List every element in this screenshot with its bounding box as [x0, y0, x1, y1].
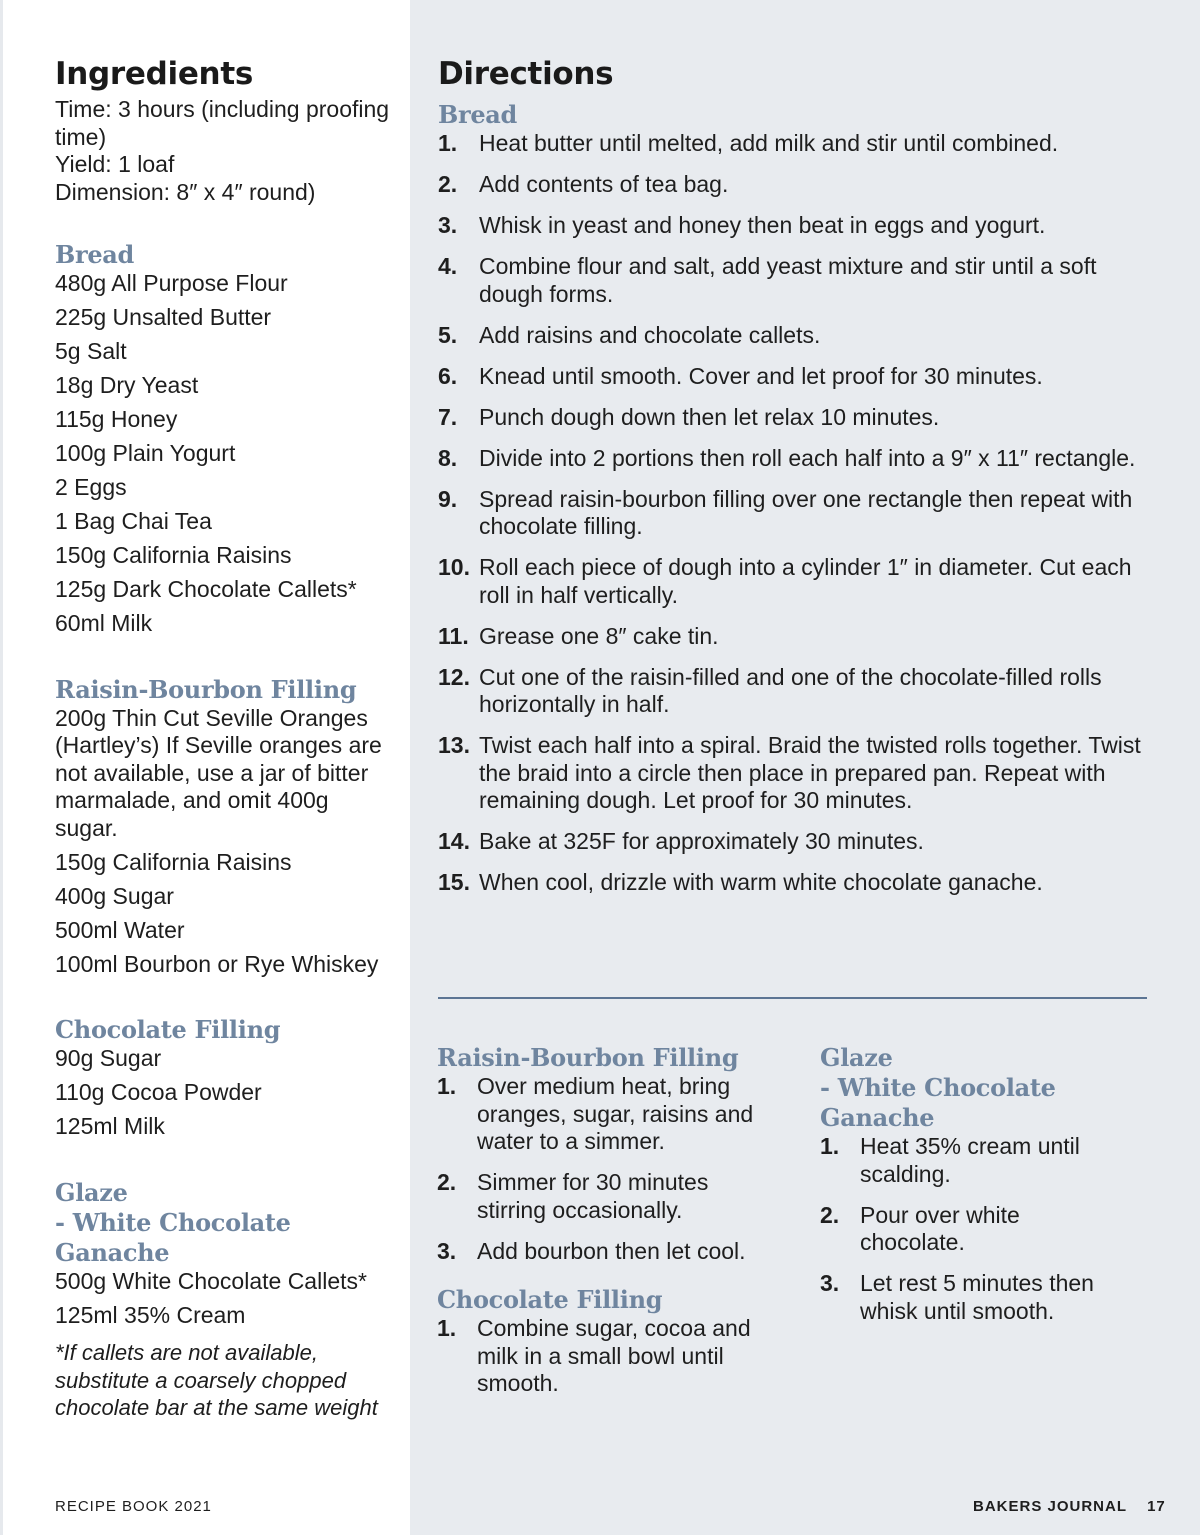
step-number: 7. — [438, 403, 458, 430]
step-text: Add contents of tea bag. — [479, 171, 729, 197]
step-number: 3. — [438, 212, 458, 238]
bread-directions-list — [438, 130, 1150, 897]
list-item: 18g Dry Yeast — [55, 372, 199, 398]
step-number: 5. — [438, 321, 458, 348]
glaze-directions-column — [820, 1043, 1160, 1339]
list-item: 125ml 35% Cream — [55, 1301, 246, 1328]
step-text: Punch dough down then let relax 10 minutes. — [479, 403, 940, 430]
list-item: 100g Plain Yogurt — [55, 440, 236, 466]
list-item — [438, 664, 1150, 719]
chocolate-ingredients-heading: Chocolate Filling — [55, 1015, 281, 1044]
chocolate-directions-heading: Chocolate Filling — [437, 1285, 663, 1314]
step-text: Spread raisin-bourbon filling over one rectangle then repeat with chocolate filling. — [479, 485, 1133, 539]
list-item: 60ml Milk — [55, 610, 153, 636]
list-item: 150g California Raisins — [55, 542, 292, 568]
step-text: Whisk in yeast and honey then beat in eggs and yogurt. — [479, 212, 1046, 238]
step-number: 2. — [438, 171, 458, 197]
glaze-ingredients-subheading: - White Chocolate Ganache — [55, 1207, 291, 1267]
list-item — [438, 486, 1150, 541]
step-text: Combine sugar, cocoa and milk in a small bowl until smooth. — [477, 1315, 751, 1396]
step-text: Let rest 5 minutes then whisk until smooth. — [860, 1270, 1094, 1324]
list-item — [438, 623, 1150, 651]
step-number: 15. — [438, 869, 470, 895]
step-number: 3. — [820, 1270, 840, 1296]
list-item — [437, 1073, 762, 1156]
list-item: 90g Sugar — [55, 1045, 162, 1071]
step-number: 1. — [820, 1133, 840, 1159]
step-text: Roll each piece of dough into a cylinder 1″ in diameter. Cut each roll in half vertically. — [479, 554, 1132, 608]
step-text: Heat butter until melted, add milk and stir until combined. — [479, 130, 1059, 156]
filling-directions-column — [437, 1043, 762, 1411]
glaze-ingredients-heading: Glaze — [55, 1177, 128, 1207]
list-item: 110g Cocoa Powder — [55, 1079, 262, 1105]
list-item — [438, 554, 1150, 609]
step-number: 1. — [438, 130, 458, 156]
list-item: 2 Eggs — [55, 474, 127, 500]
footer-journal-title: BAKERS JOURNAL — [973, 1498, 1127, 1515]
list-item — [438, 171, 1150, 199]
list-item — [437, 1315, 762, 1398]
page-number: 17 — [1147, 1498, 1166, 1515]
raisin-directions-list — [437, 1073, 762, 1265]
list-item: 200g Thin Cut Seville Oranges (Hartley’s) If Seville oranges are not available, use a jar of bitter marmalade, and omit 400g sugar. — [55, 704, 382, 841]
list-item — [438, 363, 1150, 391]
list-item: 150g California Raisins — [55, 848, 292, 875]
step-text: Heat 35% cream until scalding. — [860, 1133, 1080, 1187]
list-item: 125ml Milk — [55, 1113, 165, 1139]
directions-title: Directions — [438, 56, 614, 92]
step-text: Divide into 2 portions then roll each half into a 9″ x 11″ rectangle. — [479, 444, 1136, 471]
step-number: 1. — [437, 1315, 457, 1341]
step-number: 2. — [437, 1169, 457, 1195]
chocolate-directions-list — [437, 1315, 762, 1398]
directions-column — [438, 52, 1158, 910]
bread-ingredients-heading: Bread — [55, 240, 135, 269]
meta-yield: Yield: 1 loaf — [55, 151, 175, 177]
glaze-directions-subheading: - White Chocolate Ganache — [820, 1073, 1056, 1132]
step-number: 4. — [438, 253, 458, 279]
list-item — [438, 404, 1150, 432]
ingredients-title: Ingredients — [55, 56, 253, 92]
step-number: 9. — [438, 485, 458, 512]
meta-time: Time: 3 hours (including proofing time) — [55, 96, 390, 150]
list-item: 480g All Purpose Flour — [55, 270, 288, 296]
step-text: Bake at 325F for approximately 30 minutes. — [479, 828, 924, 854]
step-text: When cool, drizzle with warm white chocolate ganache. — [479, 869, 1043, 895]
list-item — [438, 828, 1150, 856]
raisin-directions-heading: Raisin-Bourbon Filling — [437, 1043, 739, 1072]
step-text: Add bourbon then let cool. — [477, 1237, 746, 1264]
list-item: 225g Unsalted Butter — [55, 304, 272, 330]
step-number: 13. — [438, 732, 470, 758]
raisin-ingredients-heading: Raisin-Bourbon Filling — [55, 674, 357, 704]
step-number: 11. — [438, 622, 469, 649]
glaze-ingredients-list — [55, 1268, 395, 1330]
raisin-ingredients-list — [55, 705, 395, 979]
step-text: Pour over white chocolate. — [860, 1201, 1020, 1255]
step-text: Over medium heat, bring oranges, sugar, raisins and water to a simmer. — [477, 1073, 754, 1154]
list-item — [438, 445, 1150, 473]
step-text: Twist each half into a spiral. Braid the twisted rolls together. Twist the braid into a circle then place in prepared pan. Repeat with remaining dough. Let proof for 30 minutes. — [479, 732, 1141, 813]
glaze-directions-heading: Glaze — [820, 1043, 893, 1072]
step-text: Knead until smooth. Cover and let proof for 30 minutes. — [479, 362, 1043, 389]
list-item — [820, 1133, 1120, 1188]
meta-dimension: Dimension: 8″ x 4″ round) — [55, 178, 316, 205]
step-number: 3. — [437, 1237, 457, 1264]
list-item: 400g Sugar — [55, 882, 174, 909]
step-text: Cut one of the raisin-filled and one of the chocolate-filled rolls horizontally in half. — [479, 663, 1102, 717]
list-item — [820, 1202, 1120, 1257]
list-item — [820, 1270, 1120, 1325]
step-text: Combine flour and salt, add yeast mixture and stir until a soft dough forms. — [479, 253, 1097, 307]
list-item: 5g Salt — [55, 338, 127, 364]
ingredients-column — [55, 52, 395, 1422]
callets-note: *If callets are not available, substitute a coarsely chopped chocolate bar at the same weight — [55, 1340, 378, 1420]
list-item: 125g Dark Chocolate Callets* — [55, 576, 357, 602]
step-text: Add raisins and chocolate callets. — [479, 321, 821, 348]
step-number: 10. — [438, 554, 470, 580]
list-item: 100ml Bourbon or Rye Whiskey — [55, 950, 379, 977]
list-item — [437, 1238, 762, 1266]
list-item: 115g Honey — [55, 406, 178, 432]
list-item — [438, 130, 1150, 158]
step-text: Grease one 8″ cake tin. — [479, 622, 719, 649]
list-item: 1 Bag Chai Tea — [55, 508, 212, 534]
step-number: 6. — [438, 362, 458, 389]
step-number: 12. — [438, 663, 470, 690]
bread-directions-heading: Bread — [438, 100, 518, 129]
step-number: 8. — [438, 444, 458, 471]
footer-journal — [973, 1498, 1166, 1515]
list-item — [438, 869, 1150, 897]
list-item — [437, 1169, 762, 1224]
section-divider — [438, 997, 1147, 999]
list-item: 500ml Water — [55, 916, 185, 943]
list-item — [438, 253, 1150, 308]
step-number: 14. — [438, 828, 470, 854]
step-text: Simmer for 30 minutes stirring occasionally. — [477, 1169, 709, 1223]
step-number: 1. — [437, 1073, 457, 1099]
list-item — [438, 212, 1150, 240]
step-number: 2. — [820, 1201, 840, 1228]
chocolate-ingredients-list — [55, 1045, 395, 1141]
bread-ingredients-list — [55, 270, 395, 638]
recipe-meta — [55, 96, 395, 206]
list-item: 500g White Chocolate Callets* — [55, 1267, 367, 1294]
list-item — [438, 322, 1150, 350]
footer-publication: RECIPE BOOK 2021 — [55, 1498, 212, 1515]
page-edge — [0, 0, 3, 1535]
list-item — [438, 732, 1150, 815]
glaze-directions-list — [820, 1133, 1120, 1325]
